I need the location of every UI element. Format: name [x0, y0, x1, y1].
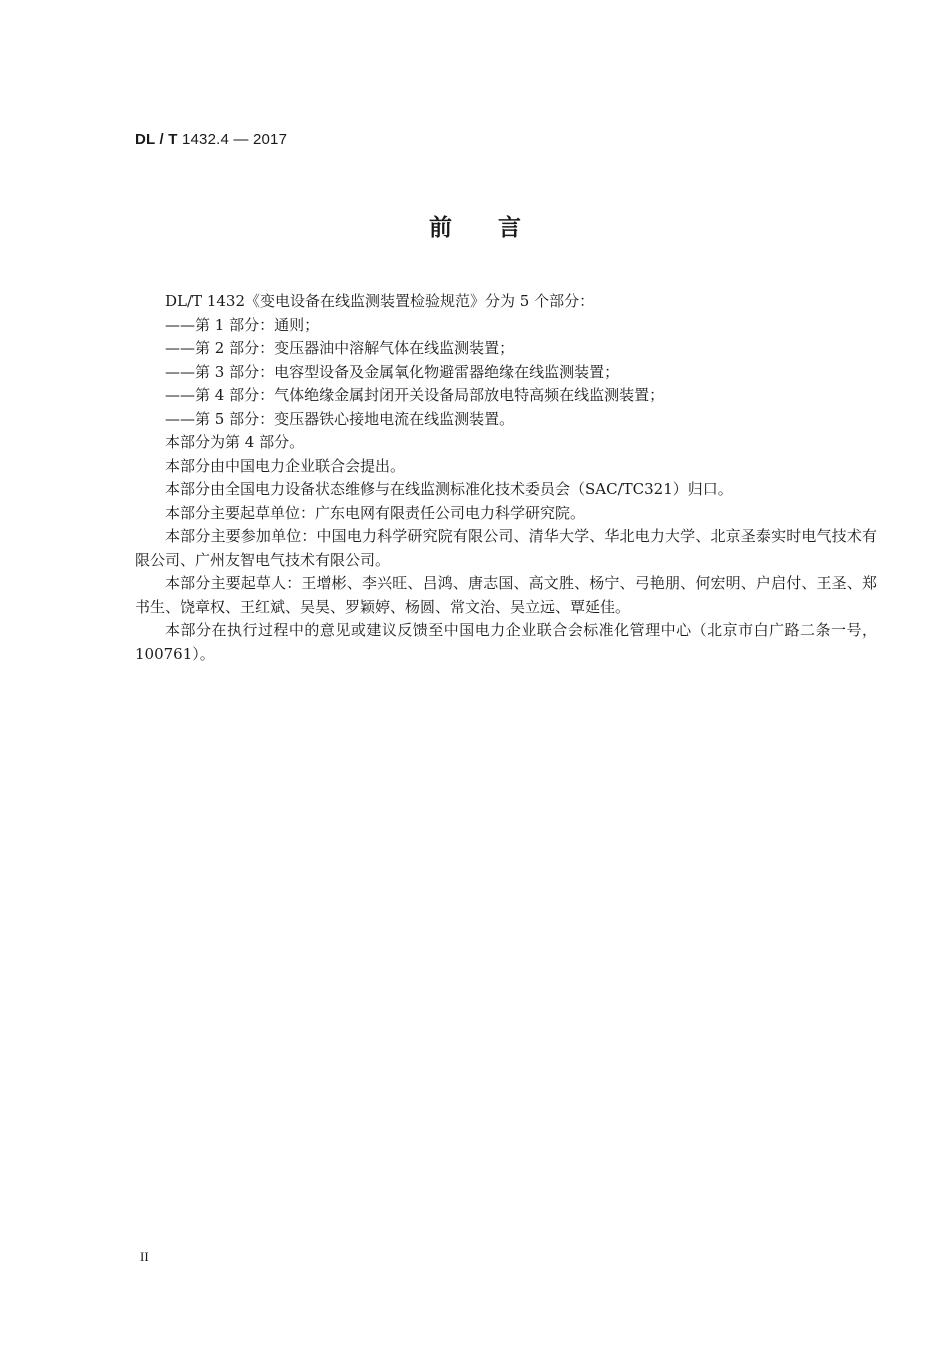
document-code-number: 1432.4 — 2017: [177, 131, 288, 148]
paragraph-committee: 本部分由全国电力设备状态维修与在线监测标准化技术委员会（SAC/TC321）归口。: [165, 480, 733, 498]
document-code-prefix: DL / T: [135, 131, 178, 148]
paragraph-intro: DL/T 1432《变电设备在线监测装置检验规范》分为 5 个部分：: [165, 292, 595, 310]
page-title: 前言: [429, 215, 567, 241]
page-number: II: [140, 1249, 149, 1264]
paragraph-feedback: 本部分在执行过程中的意见或建议反馈至中国电力企业联合会标准化管理中心（北京市白广路二条一号，100761）。: [135, 621, 877, 663]
paragraph-this-part: 本部分为第 4 部分。: [165, 433, 305, 451]
list-item-part-4: ——第 4 部分：气体绝缘金属封闭开关设备局部放电特高频在线监测装置；: [165, 386, 665, 404]
list-item-part-5: ——第 5 部分：变压器铁心接地电流在线监测装置。: [165, 409, 515, 428]
paragraph-proposer: 本部分由中国电力企业联合会提出。: [165, 456, 406, 475]
paragraph-main-drafter-unit: 本部分主要起草单位：广东电网有限责任公司电力科学研究院。: [165, 503, 586, 522]
paragraph-participating-units: 本部分主要参加单位：中国电力科学研究院有限公司、清华大学、华北电力大学、北京圣泰实时电气技术有限公司、广州友智电气技术有限公司。: [135, 527, 877, 569]
list-item-part-2: ——第 2 部分：变压器油中溶解气体在线监测装置；: [165, 339, 515, 357]
list-item-part-3: ——第 3 部分：电容型设备及金属氧化物避雷器绝缘在线监测装置；: [165, 362, 620, 381]
paragraph-drafters: 本部分主要起草人：王增彬、李兴旺、吕鸿、唐志国、高文胜、杨宁、弓艳朋、何宏明、户启付、王圣、郑书生、饶章权、王红斌、吴昊、罗颖婷、杨圆、常文治、吴立远、覃延佳。: [135, 574, 877, 616]
document-code-header: [135, 131, 287, 148]
list-item-part-1: ——第 1 部分：通则；: [165, 315, 320, 334]
foreword-body: [135, 290, 877, 666]
